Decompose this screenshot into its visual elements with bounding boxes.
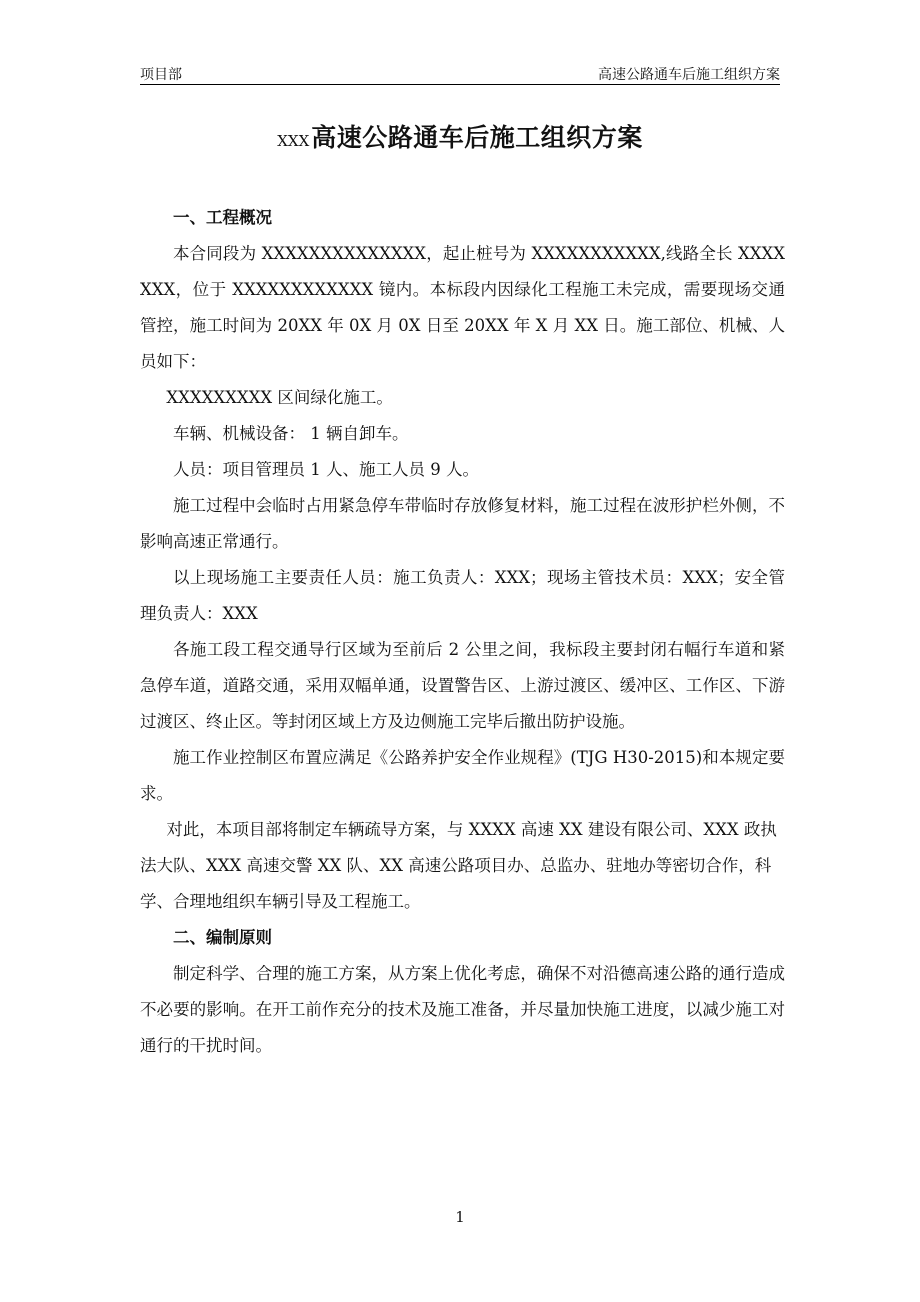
section-heading-principles: 二、编制原则: [173, 928, 272, 947]
paragraph-principles: 制定科学、合理的施工方案，从方案上优化考虑，确保不对沿德高速公路的通行造成不必要的影响。在开工前作充分的技术及施工准备，并尽量加快施工进度，以减少施工对通行的干扰时间。: [140, 964, 785, 1055]
section-heading-overview: 一、工程概况: [173, 208, 272, 227]
paragraph-greening-work: XXXXXXXXX 区间绿化施工。: [166, 388, 393, 407]
paragraph-personnel: 人员：项目管理员 1 人、施工人员 9 人。: [173, 460, 479, 479]
paragraph-responsible-persons: 以上现场施工主要责任人员：施工负责人：XXX；现场主管技术员：XXX；安全管理负责人：XXX: [140, 568, 785, 623]
paragraph-contract-section: 本合同段为 XXXXXXXXXXXXXX，起止桩号为 XXXXXXXXXXX,线路全长 XXXXXXX，位于 XXXXXXXXXXXX 镜内。本标段内因绿化工程施工未完成，需要现场交通管控，施工时间为 20XX 年 0X 月 0X 日至 20XX 年 X 月 XX 日。施工部位、机械、人员如下：: [140, 244, 785, 371]
header-left-text: 项目部: [140, 67, 182, 83]
paragraph-control-area: 施工作业控制区布置应满足《公路养护安全作业规程》(TJG H30-2015)和本规定要求。: [140, 748, 785, 803]
paragraph-emergency-lane: 施工过程中会临时占用紧急停车带临时存放修复材料，施工过程在波形护栏外侧，不影响高速正常通行。: [140, 496, 785, 551]
document-title: [140, 118, 780, 154]
page-number: 1: [455, 1208, 465, 1226]
page-header: [140, 62, 780, 85]
title-prefix: XXX: [277, 132, 310, 150]
document-body: [140, 200, 785, 1064]
paragraph-cooperation: 对此，本项目部将制定车辆疏导方案，与 XXXX 高速 XX 建设有限公司、XXX 政执法大队、XXX 高速交警 XX 队、XX 高速公路项目办、总监办、驻地办等密切合作，科学、合理地组织车辆引导及工程施工。: [140, 820, 777, 911]
header-right-text: 高速公路通车后施工组织方案: [598, 67, 780, 83]
paragraph-traffic-zones: 各施工段工程交通导行区域为至前后 2 公里之间，我标段主要封闭右幅行车道和紧急停车道，道路交通，采用双幅单通，设置警告区、上游过渡区、缓冲区、工作区、下游过渡区、终止区。等封闭区域上方及边侧施工完毕后撤出防护设施。: [140, 640, 785, 731]
title-text: 高速公路通车后施工组织方案: [311, 123, 643, 152]
paragraph-vehicles: 车辆、机械设备： 1 辆自卸车。: [173, 424, 409, 443]
